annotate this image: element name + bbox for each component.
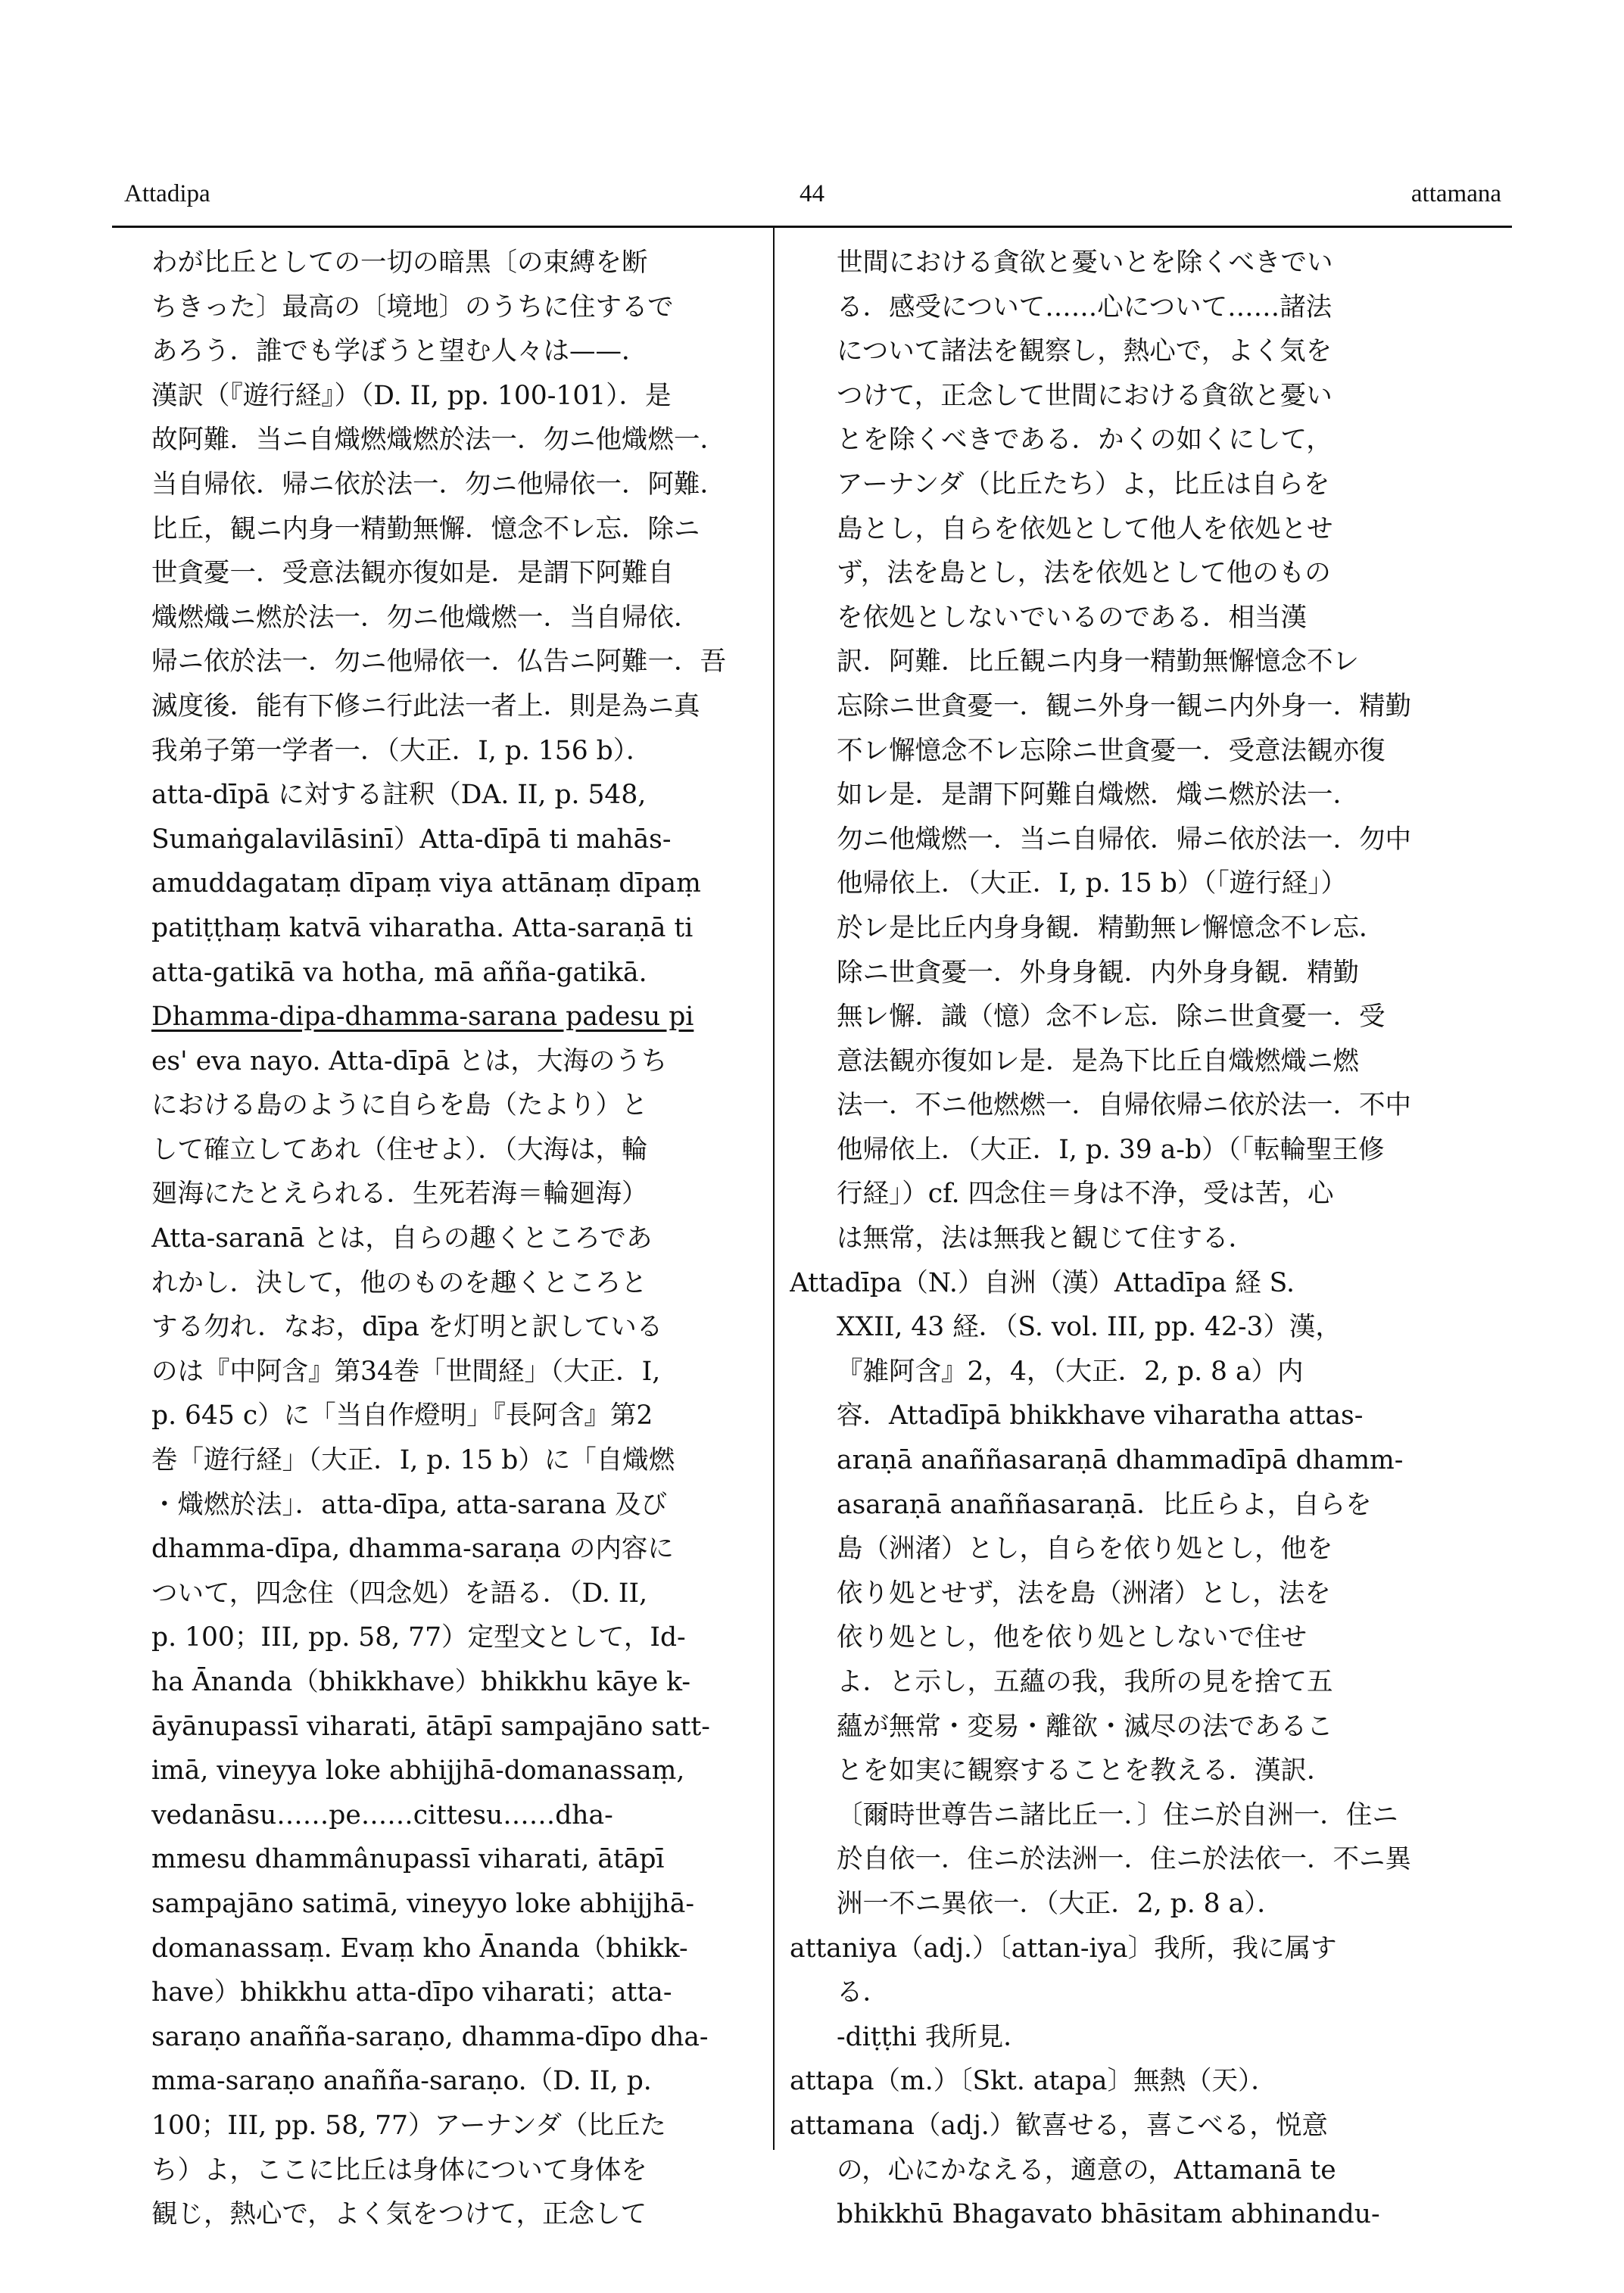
running-head-right: attamana [1410,180,1501,207]
text-line: 依り処とせず，法を島（洲渚）とし，法を [837,1578,1331,1609]
text-line: 世間における貪欲と憂いとを除くべきでい [837,248,1333,278]
right-column [790,241,1441,2237]
text-line: p. 645 c）に「当自作燈明」『長阿含』第2 [151,1400,653,1432]
text-line: vedanāsu……pe……cittesu……dha- [151,1799,613,1830]
text-line: ついて，四念住（四念処）を語る．（D. II, [151,1578,648,1609]
text-line: 訳．阿難．比丘観ニ内身一精勤無懈憶念不レ [837,646,1359,678]
text-line: つけて，正念して世間における貪欲と憂い [837,380,1333,411]
text-line: 熾燃熾ニ燃於法一．勿ニ他熾燃一．当自帰依． [151,602,700,633]
text-line: 観じ，熱心で，よく気をつけて，正念して [151,2199,647,2230]
text-line: 〔爾時世尊告ニ諸比丘一．〕住ニ於自洲一．住ニ [837,1799,1398,1830]
text-line: amuddagataṃ dīpaṃ viya attānaṃ dīpaṃ [151,868,701,899]
text-line: 行経」）cf. 四念住＝身は不浄，受は苦，心 [837,1179,1334,1210]
text-line: 如レ是．是謂下阿難自熾燃．熾ニ燃於法一． [837,780,1359,811]
text-line: る．感受について……心について……諸法 [837,291,1333,322]
entry-headword-line: attaniya（adj.）〔attan-iya〕我所，我に属す [790,1933,1337,1964]
text-line: 無レ懈．識（憶）念不レ忘．除ニ世貪憂一．受 [837,1002,1386,1033]
text-line: 世貪憂一．受意法観亦復如是．是謂下阿難自 [151,558,674,589]
text-line: mmesu dhammânupassī viharati, ātāpī [151,1844,665,1875]
text-line: āyānupassī viharati, ātāpī sampajāno satt- [151,1711,710,1742]
text-line: ・熾燃於法」．atta-dīpa, atta-sarana 及び [151,1489,668,1520]
text-line: saraṇo anañña-saraṇo, dhamma-dīpo dha- [151,2021,709,2052]
text-line: を依処としないでいるのである．相当漢 [837,602,1307,633]
text-line: atta-dīpā に対する註釈（DA. II, p. 548, [151,780,647,811]
text-line: よ．と示し，五蘊の我，我所の見を捨て五 [837,1667,1333,1697]
page-header [112,180,1512,226]
text-line: imā, vineyya loke abhijjhā-domanassaṃ, [151,1756,685,1787]
text-line: Dhamma-dipa-dhamma-sarana padesu pi [151,1002,694,1033]
header-rule [112,226,1512,228]
text-line: 於レ是比丘内身身観．精勤無レ懈憶念不レ忘． [837,912,1386,943]
text-line: 依り処とし，他を依り処としないで住せ [837,1622,1307,1653]
text-line: araṇā anaññasaraṇā dhammadīpā dhamm- [837,1445,1404,1476]
column-divider [773,227,775,2150]
text-line: 於自依一．住ニ於法洲一．住ニ於法依一．不ニ異 [837,1844,1411,1875]
text-line: 蘊が無常・変易・離欲・滅尽の法であるこ [837,1711,1333,1742]
text-line: 意法観亦復如レ是．是為下比丘自熾燃熾ニ燃 [837,1045,1359,1076]
text-line: 滅度後．能有下修ニ行此法一者上．則是為ニ真 [151,690,700,721]
text-line: domanassaṃ. Evaṃ kho Ānanda（bhikk- [151,1933,688,1964]
text-line: 法一．不ニ他燃燃一．自帰依帰ニ依於法一．不中 [837,1090,1411,1121]
text-line: わが比丘としての一切の暗黒〔の束縛を断 [151,248,648,278]
text-line: 比丘，観ニ内身一精勤無懈．憶念不レ忘．除ニ [151,513,700,544]
text-line: Atta-saranā とは，自らの趣くところであ [151,1223,653,1254]
text-line: ず，法を島とし，法を依処として他のもの [837,558,1331,589]
text-line: bhikkhū Bhagavato bhāsitam abhinandu- [837,2199,1380,2230]
text-line: sampajāno satimā, vineyyo loke abhijjhā- [151,1888,694,1919]
text-line: る． [837,1977,889,2008]
text-line: 帰ニ依於法一．勿ニ他帰依一．仏告ニ阿難一．吾 [151,646,726,678]
text-line: have）bhikkhu atta-dīpo viharati；atta- [151,1977,672,2008]
text-line: あろう．誰でも学ぼうと望む人々は——． [151,336,648,367]
text-line: 漢訳（『遊行経』）（D. II, pp. 100-101）．是 [151,380,672,411]
text-line: のは『中阿含』第34巻「世間経」（大正．I, [151,1356,661,1387]
text-line: 島（洲渚）とし，自らを依り処とし，他を [837,1534,1333,1565]
text-line: の，心にかなえる，適意の，Attamanā te [837,2154,1336,2186]
text-line: 忘除ニ世貪憂一．観ニ外身一観ニ内外身一．精勤 [837,690,1411,721]
text-line: れかし．決して，他のものを趣くところと [151,1267,647,1298]
text-line: mma-saraṇo anañña-saraṇo.（D. II, p. [151,2066,652,2097]
text-line: 他帰依上．（大正．I, p. 15 b）（「遊行経」） [837,868,1348,899]
text-line: する勿れ．なお，dīpa を灯明と訳している [151,1312,663,1343]
entry-headword-line: attapa（m.）〔Skt. atapa〕無熱（天）． [790,2066,1277,2097]
entry-headword-line: Attadīpa（N.）自洲（漢）Attadīpa 経 S. [790,1267,1295,1298]
text-line: 故阿難．当ニ自熾燃熾燃於法一．勿ニ他熾燃一． [151,425,726,456]
text-line: 巻「遊行経」（大正．I, p. 15 b）に「自熾燃 [151,1445,675,1476]
text-line: patiṭṭhaṃ katvā viharatha. Atta-saraṇā ti [151,912,694,943]
text-line: es' eva nayo. Atta-dīpā とは，大海のうち [151,1045,668,1076]
text-line: XXII, 43 経．（S. vol. III, pp. 42-3）漢， [837,1312,1342,1343]
text-line: ha Ānanda（bhikkhave）bhikkhu kāye k- [151,1667,691,1697]
text-line: 不レ懈憶念不レ忘除ニ世貪憂一．受意法観亦復 [837,735,1386,766]
text-line: 100；III, pp. 58, 77）アーナンダ（比丘た [151,2110,666,2141]
text-line: Sumaṅgalavilāsinī）Atta-dīpā ti mahās- [151,824,672,855]
text-line: における島のように自らを島（たより）と [151,1090,648,1121]
text-line: 勿ニ他熾燃一．当ニ自帰依．帰ニ依於法一．勿中 [837,824,1411,855]
text-line: とを除くべきである．かくの如くにして， [837,425,1333,456]
page-number: 44 [800,180,824,207]
text-line: して確立してあれ（住せよ）．（大海は，輪 [151,1134,648,1165]
text-line: 当自帰依．帰ニ依於法一．勿ニ他帰依一．阿難． [151,469,726,500]
text-line: 他帰依上．（大正．I, p. 39 a-b）（「転輪聖王修 [837,1134,1385,1165]
text-line: は無常，法は無我と観じて住する． [837,1223,1255,1254]
text-line: 『雑阿含』2，4，（大正．2, p. 8 a）内 [837,1356,1304,1387]
text-line: atta-gatikā va hotha, mā añña-gatikā. [151,957,647,988]
text-line: 島とし，自らを依処として他人を依処とせ [837,513,1333,544]
text-line: dhamma-dīpa, dhamma-saraṇa の内容に [151,1534,674,1565]
text-line: -diṭṭhi 我所見． [837,2021,1030,2052]
text-line: 洲一不ニ異依一．（大正．2, p. 8 a）． [837,1888,1283,1919]
text-line: asaraṇā anaññasaraṇā．比丘らよ，自らを [837,1489,1372,1520]
text-line: 容．Attadīpā bhikkhave viharatha attas- [837,1400,1364,1432]
text-line: ちきった〕最高の〔境地〕のうちに住するで [151,291,674,322]
text-line: p. 100；III, pp. 58, 77）定型文として，Id- [151,1622,686,1653]
text-line: 除ニ世貪憂一．外身身観．内外身身観．精勤 [837,957,1359,988]
left-column [151,241,757,2237]
text-line: について諸法を観察し，熱心で，よく気を [837,336,1333,367]
text-line: とを如実に観察することを教える．漢訳． [837,1756,1333,1787]
text-line: 我弟子第一学者一．（大正．I, p. 156 b）． [151,735,653,766]
entry-headword-line: attamana（adj.）歓喜せる，喜こべる，悦意 [790,2110,1328,2141]
running-head-left: Attadipa [124,180,210,207]
text-line: ち）よ，ここに比丘は身体について身体を [151,2154,647,2186]
text-line: 廻海にたとえられる．生死若海＝輪廻海） [151,1179,648,1210]
text-line: アーナンダ（比丘たち）よ，比丘は自らを [837,469,1330,500]
